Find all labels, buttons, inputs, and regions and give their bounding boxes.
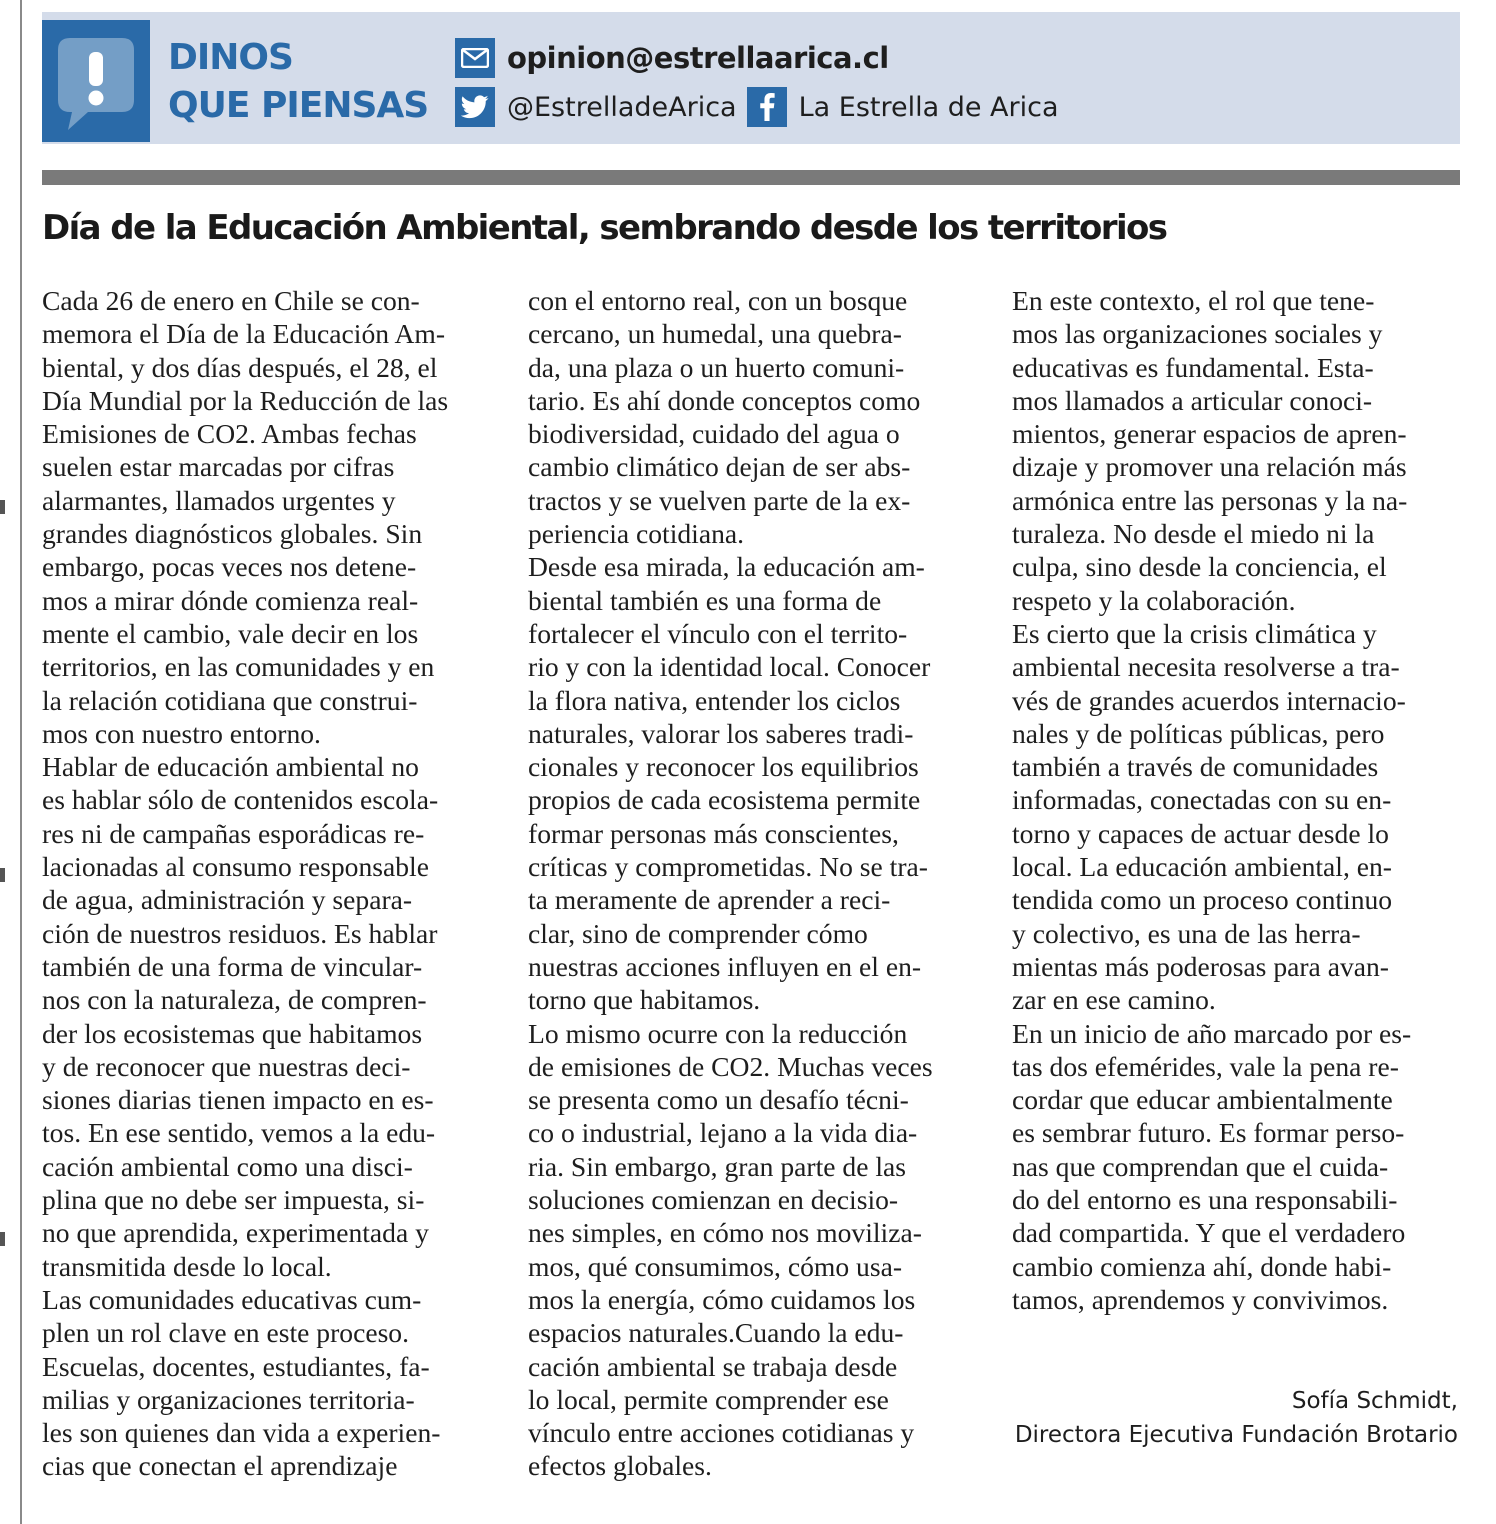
article-line: lo local, permite comprender ese bbox=[528, 1383, 889, 1415]
article-line: la flora nativa, entender los ciclos bbox=[528, 684, 901, 716]
article-line: Día Mundial por la Reducción de las bbox=[42, 384, 449, 416]
article-line: es hablar sólo de contenidos escola- bbox=[42, 784, 439, 816]
article-line: tractos y se vuelven parte de la ex- bbox=[528, 484, 911, 516]
article-line: dad compartida. Y que el verdadero bbox=[1012, 1217, 1406, 1249]
article-line: rio y con la identidad local. Conocer bbox=[528, 651, 931, 683]
margin-tick bbox=[0, 500, 5, 514]
email-address[interactable]: opinion@estrellaarica.cl bbox=[507, 41, 889, 75]
article-line: territorios, en las comunidades y en bbox=[42, 651, 435, 683]
margin-tick bbox=[0, 1232, 5, 1246]
article-line: respeto y la colaboración. bbox=[1012, 584, 1296, 616]
article-line: torno y capaces de actuar desde lo bbox=[1012, 817, 1389, 849]
article-column-3 bbox=[1012, 284, 1462, 1316]
article-line: siones diarias tienen impacto en es- bbox=[42, 1084, 434, 1116]
article-line: también de una forma de vincular- bbox=[42, 950, 423, 982]
article-line: tos. En ese sentido, vemos a la edu- bbox=[42, 1117, 436, 1149]
email-contact[interactable] bbox=[455, 38, 889, 78]
section-title bbox=[168, 34, 428, 130]
article-line: En un inicio de año marcado por es- bbox=[1012, 1017, 1412, 1049]
article-line: de emisiones de CO2. Muchas veces bbox=[528, 1050, 933, 1082]
article-line: suelen estar marcadas por cifras bbox=[42, 451, 395, 483]
article-line: Las comunidades educativas cum- bbox=[42, 1283, 422, 1315]
article-line: turaleza. No desde el miedo ni la bbox=[1012, 518, 1375, 550]
article-column-1 bbox=[42, 284, 502, 1483]
article-line: biodiversidad, cuidado del agua o bbox=[528, 418, 900, 450]
article-line: mos las organizaciones sociales y bbox=[1012, 318, 1383, 350]
article-line: tas dos efemérides, vale la pena re- bbox=[1012, 1050, 1399, 1082]
article-line: cambio climático dejan de ser abs- bbox=[528, 451, 911, 483]
article-line: cación ambiental se trabaja desde bbox=[528, 1350, 898, 1382]
article-line: nas que comprendan que el cuida- bbox=[1012, 1150, 1389, 1182]
page-margin-rule bbox=[20, 0, 22, 1524]
article-line: alarmantes, llamados urgentes y bbox=[42, 484, 396, 516]
article-line: formar personas más conscientes, bbox=[528, 817, 899, 849]
social-contacts bbox=[455, 87, 1059, 127]
article-line: mientos, generar espacios de apren- bbox=[1012, 418, 1407, 450]
article-line: y colectivo, es una de las herra- bbox=[1012, 917, 1361, 949]
article-line: plen un rol clave en este proceso. bbox=[42, 1317, 410, 1349]
article-line: tamos, aprendemos y convivimos. bbox=[1012, 1283, 1389, 1315]
article-line: cambio comienza ahí, donde habi- bbox=[1012, 1250, 1392, 1282]
article-line: soluciones comienzan en decisio- bbox=[528, 1184, 899, 1216]
article-line: es sembrar futuro. Es formar perso- bbox=[1012, 1117, 1405, 1149]
article-line: cionales y reconocer los equilibrios bbox=[528, 751, 919, 783]
article-line: da, una plaza o un huerto comuni- bbox=[528, 351, 905, 383]
article-line: con el entorno real, con un bosque bbox=[528, 285, 908, 316]
speech-bubble-exclamation-icon bbox=[58, 38, 134, 130]
article-line: se presenta como un desafío técni- bbox=[528, 1084, 909, 1116]
article-line: Cada 26 de enero en Chile se con- bbox=[42, 285, 420, 316]
author-signature bbox=[1015, 1384, 1458, 1452]
article-line: torno que habitamos. bbox=[528, 984, 761, 1016]
article-line: cias que conectan el aprendizaje bbox=[42, 1450, 398, 1482]
article-line: Escuelas, docentes, estudiantes, fa- bbox=[42, 1350, 430, 1382]
article-line: educativas es fundamental. Esta- bbox=[1012, 351, 1374, 383]
section-title-line2: QUE PIENSAS bbox=[168, 85, 429, 126]
article-line: lacionadas al consumo responsable bbox=[42, 851, 429, 883]
article-line: mente el cambio, vale decir en los bbox=[42, 617, 419, 649]
article-line: de agua, administración y separa- bbox=[42, 884, 413, 916]
article-line: Lo mismo ocurre con la reducción bbox=[528, 1017, 908, 1049]
article-line: ambiental necesita resolverse a tra- bbox=[1012, 651, 1400, 683]
article-line: biental también es una forma de bbox=[528, 584, 882, 616]
author-name: Sofía Schmidt, bbox=[1291, 1388, 1458, 1414]
article-line: plina que no debe ser impuesta, si- bbox=[42, 1184, 425, 1216]
article-line: efectos globales. bbox=[528, 1450, 712, 1482]
article-column-2 bbox=[528, 284, 988, 1483]
author-role: Directora Ejecutiva Fundación Brotario bbox=[1014, 1422, 1458, 1448]
article-line: der los ecosistemas que habitamos bbox=[42, 1017, 423, 1049]
article-line: culpa, sino desde la conciencia, el bbox=[1012, 551, 1387, 583]
article-line: la relación cotidiana que construi- bbox=[42, 684, 418, 716]
twitter-bird-icon bbox=[455, 87, 495, 127]
article-line: Desde esa mirada, la educación am- bbox=[528, 551, 925, 583]
article-line: no que aprendida, experimentada y bbox=[42, 1217, 429, 1249]
article-line: mos, qué consumimos, cómo usa- bbox=[528, 1250, 903, 1282]
article-line: nuestras acciones influyen en el en- bbox=[528, 950, 922, 982]
article-headline: Día de la Educación Ambiental, sembrando desde los territorios bbox=[42, 208, 1167, 248]
margin-tick bbox=[0, 868, 5, 882]
article-line: Es cierto que la crisis climática y bbox=[1012, 617, 1377, 649]
article-line: les son quienes dan vida a experien- bbox=[42, 1417, 441, 1449]
header-icon-box bbox=[42, 20, 150, 142]
article-line: nos con la naturaleza, de compren- bbox=[42, 984, 427, 1016]
article-line: mos la energía, cómo cuidamos los bbox=[528, 1283, 916, 1315]
article-line: mos llamados a articular conoci- bbox=[1012, 384, 1373, 416]
article-line: naturales, valorar los saberes tradi- bbox=[528, 717, 914, 749]
article-line: mos a mirar dónde comienza real- bbox=[42, 584, 419, 616]
article-line: grandes diagnósticos globales. Sin bbox=[42, 518, 423, 550]
article-line: do del entorno es una responsabili- bbox=[1012, 1184, 1398, 1216]
article-line: dizaje y promover una relación más bbox=[1012, 451, 1407, 483]
facebook-page[interactable]: La Estrella de Arica bbox=[798, 91, 1059, 123]
article-line: memora el Día de la Educación Am- bbox=[42, 318, 446, 350]
section-title-line1: DINOS bbox=[168, 37, 293, 78]
facebook-f-icon bbox=[747, 87, 787, 127]
article-line: vínculo entre acciones cotidianas y bbox=[528, 1417, 915, 1449]
article-line: ción de nuestros residuos. Es hablar bbox=[42, 917, 438, 949]
article-line: embargo, pocas veces nos detene- bbox=[42, 551, 417, 583]
article-line: biental, y dos días después, el 28, el bbox=[42, 351, 438, 383]
article-line: zar en ese camino. bbox=[1012, 984, 1216, 1016]
article-line: críticas y comprometidas. No se tra- bbox=[528, 851, 928, 883]
article-line: milias y organizaciones territoria- bbox=[42, 1383, 415, 1415]
article-line: vés de grandes acuerdos internacio- bbox=[1012, 684, 1406, 716]
article-line: también a través de comunidades bbox=[1012, 751, 1379, 783]
article-line: nales y de políticas públicas, pero bbox=[1012, 717, 1385, 749]
article-line: transmitida desde lo local. bbox=[42, 1250, 332, 1282]
section-divider-bar bbox=[42, 170, 1460, 185]
article-line: tario. Es ahí donde conceptos como bbox=[528, 384, 921, 416]
article-line: co o industrial, lejano a la vida dia- bbox=[528, 1117, 918, 1149]
article-line: propios de cada ecosistema permite bbox=[528, 784, 921, 816]
article-line: ta meramente de aprender a reci- bbox=[528, 884, 891, 916]
article-line: espacios naturales.Cuando la edu- bbox=[528, 1317, 904, 1349]
article-line: Emisiones de CO2. Ambas fechas bbox=[42, 418, 417, 450]
article-line: cordar que educar ambientalmente bbox=[1012, 1084, 1393, 1116]
twitter-handle[interactable]: @EstrelladeArica bbox=[507, 91, 737, 123]
article-line: local. La educación ambiental, en- bbox=[1012, 851, 1392, 883]
article-line: fortalecer el vínculo con el territo- bbox=[528, 617, 908, 649]
article-line: cercano, un humedal, una quebra- bbox=[528, 318, 902, 350]
article-line: informadas, conectadas con su en- bbox=[1012, 784, 1392, 816]
article-line: tendida como un proceso continuo bbox=[1012, 884, 1393, 916]
article-line: Hablar de educación ambiental no bbox=[42, 751, 419, 783]
article-line: ria. Sin embargo, gran parte de las bbox=[528, 1150, 907, 1182]
article-line: armónica entre las personas y la na- bbox=[1012, 484, 1408, 516]
article-line: clar, sino de comprender cómo bbox=[528, 917, 868, 949]
article-line: res ni de campañas esporádicas re- bbox=[42, 817, 425, 849]
article-line: nes simples, en cómo nos moviliza- bbox=[528, 1217, 922, 1249]
article-line: En este contexto, el rol que tene- bbox=[1012, 285, 1375, 316]
article-line: mos con nuestro entorno. bbox=[42, 717, 321, 749]
article-line: periencia cotidiana. bbox=[528, 518, 745, 550]
article-line: mientas más poderosas para avan- bbox=[1012, 950, 1389, 982]
envelope-icon bbox=[455, 38, 495, 78]
article-line: y de reconocer que nuestras deci- bbox=[42, 1050, 411, 1082]
article-line: cación ambiental como una disci- bbox=[42, 1150, 413, 1182]
